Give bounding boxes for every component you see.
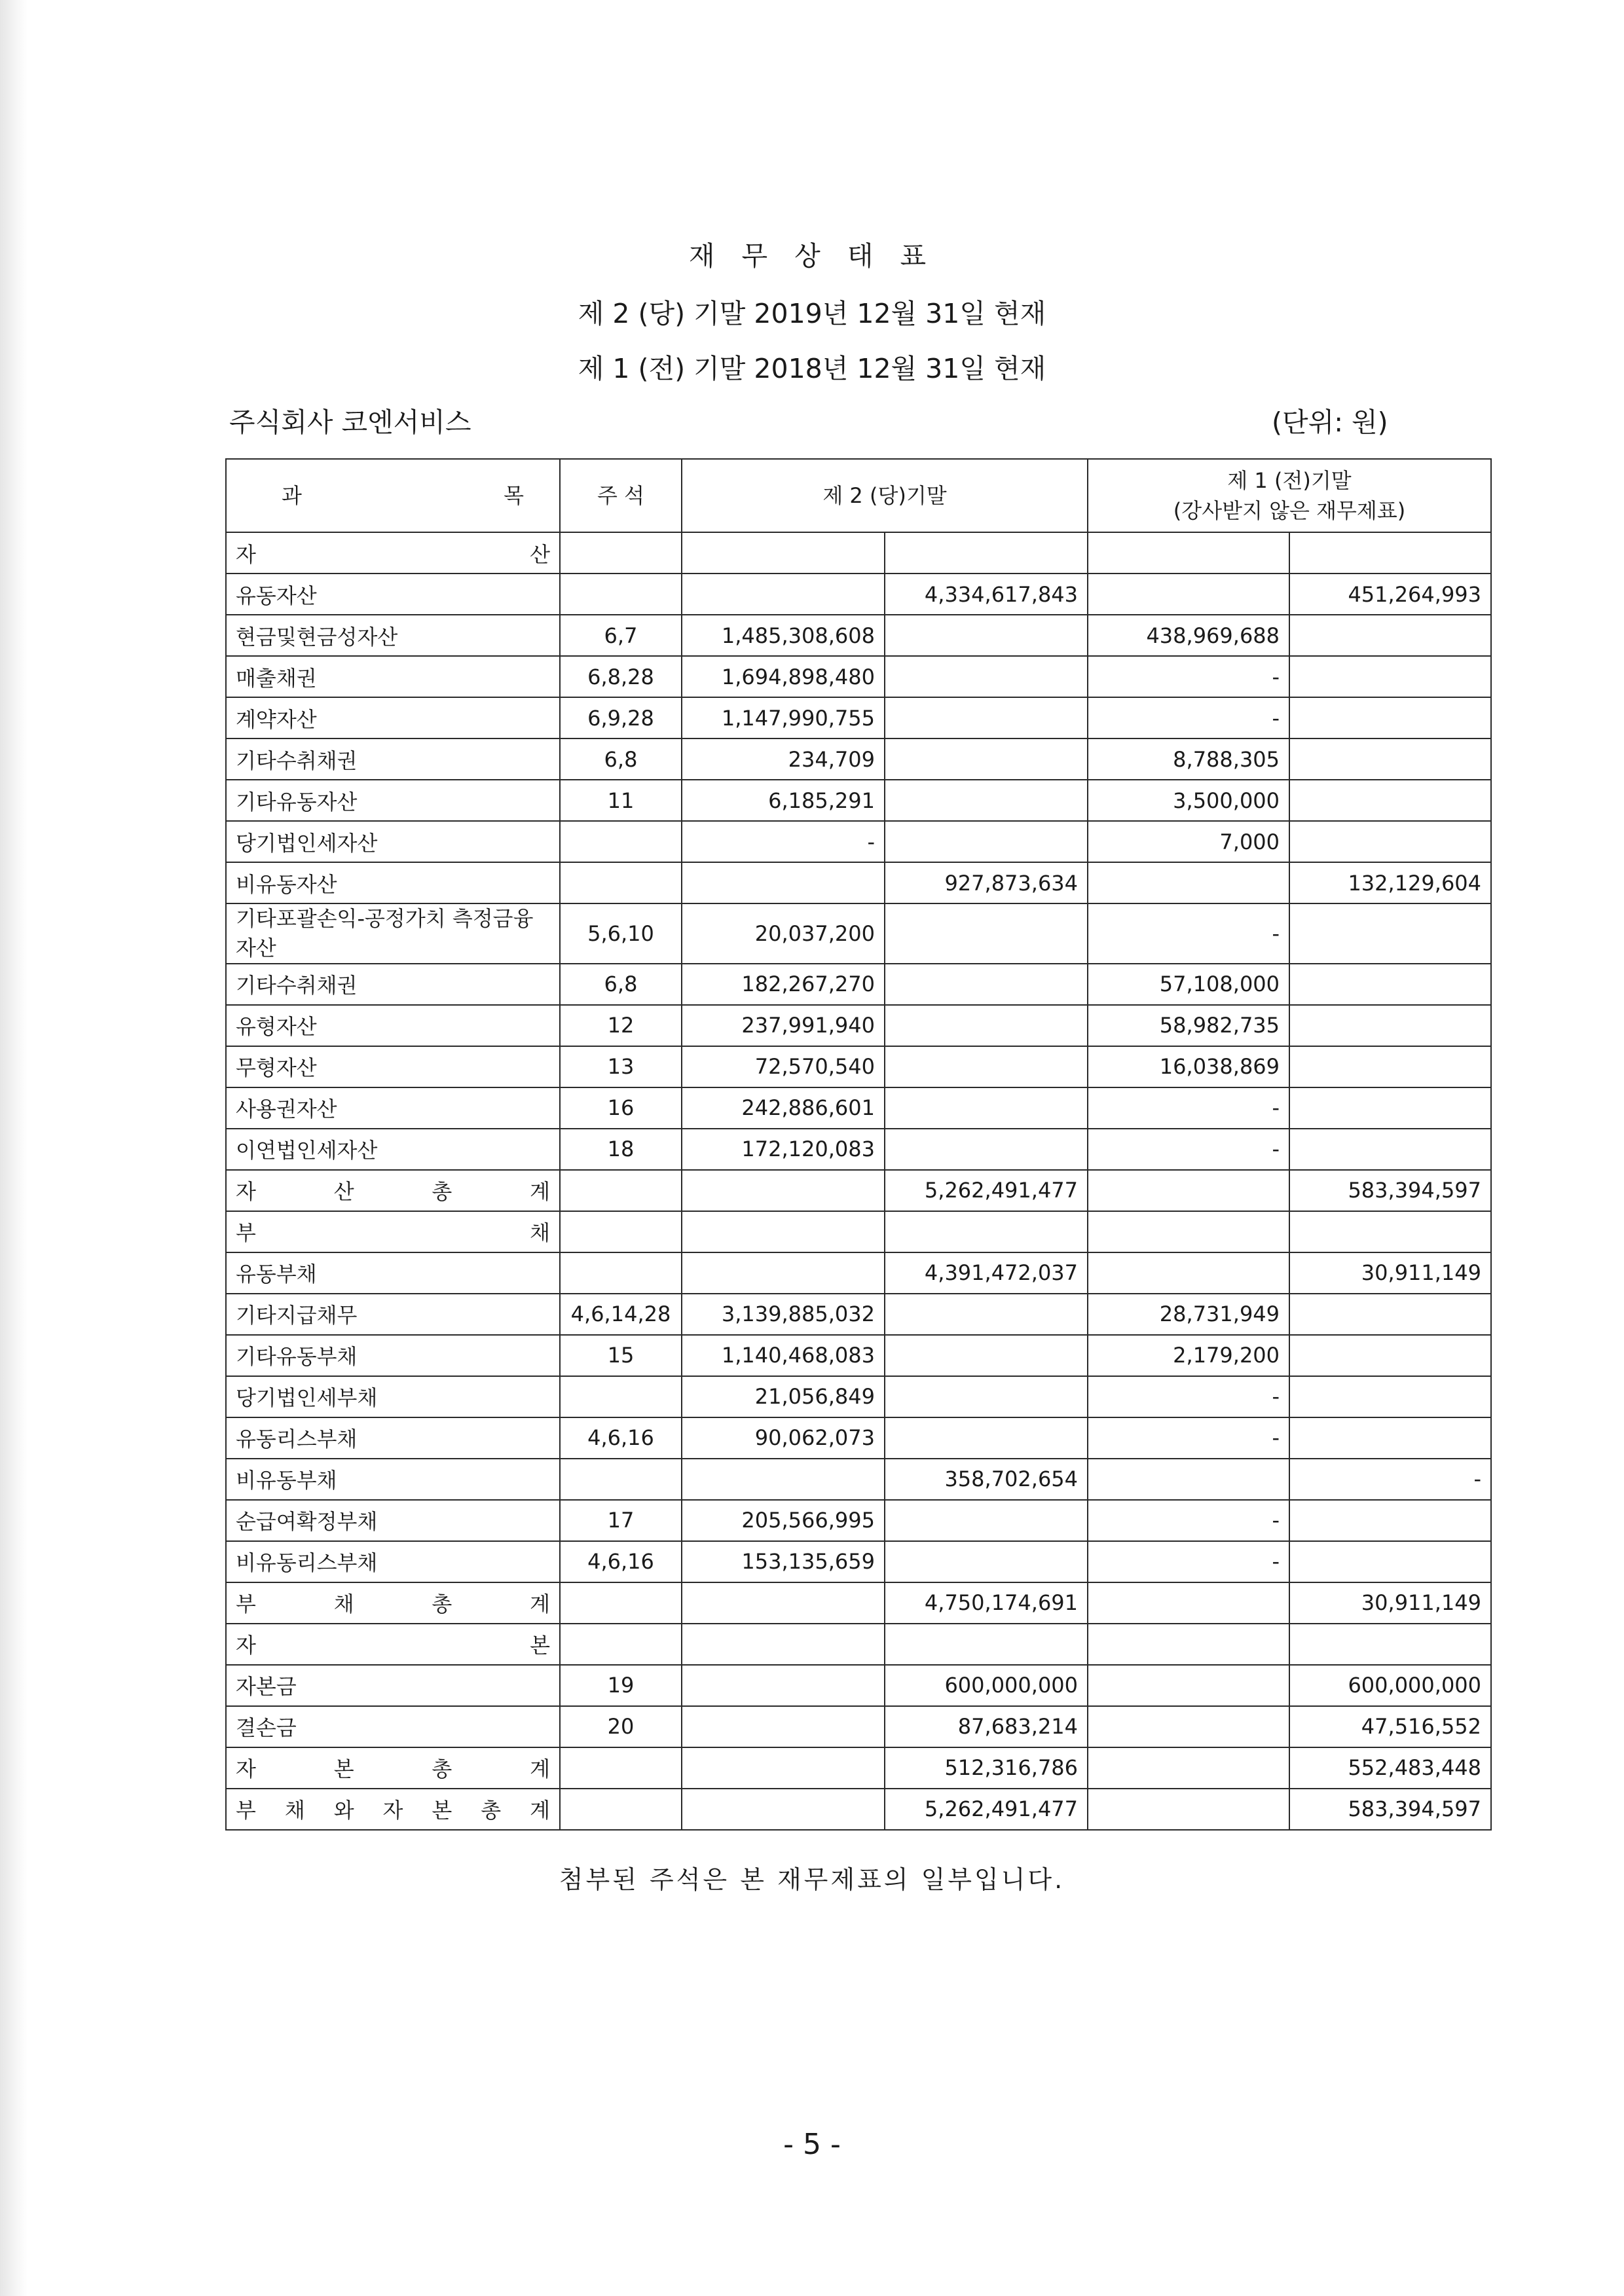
current-subtotal-amount	[885, 532, 1088, 574]
current-detail-amount	[682, 862, 885, 903]
row-note: 6,9,28	[560, 697, 682, 738]
prior-detail-amount: 438,969,688	[1088, 615, 1289, 656]
row-note	[560, 821, 682, 862]
table-row	[226, 1500, 1491, 1541]
current-subtotal-amount	[885, 780, 1088, 821]
current-detail-amount: 172,120,083	[682, 1129, 885, 1170]
row-note	[560, 1170, 682, 1211]
prior-subtotal-amount	[1289, 1046, 1491, 1087]
document-title: 재 무 상 태 표	[688, 240, 936, 272]
current-detail-amount: 242,886,601	[682, 1087, 885, 1129]
row-note	[560, 1624, 682, 1665]
row-note: 4,6,16	[560, 1541, 682, 1582]
current-subtotal-amount: 927,873,634	[885, 862, 1088, 903]
row-label: 계약자산	[226, 697, 560, 738]
row-note: 4,6,16	[560, 1417, 682, 1459]
footnote: 첨부된 주석은 본 재무제표의 일부입니다.	[559, 1865, 1065, 1894]
row-label-char: 계	[530, 1757, 550, 1782]
prior-subtotal-amount	[1289, 1294, 1491, 1335]
prior-period-line: 제 1 (전) 기말 2018년 12월 31일 현재	[578, 353, 1046, 384]
current-subtotal-amount	[885, 615, 1088, 656]
row-label: 기타유동부채	[226, 1335, 560, 1376]
current-subtotal-amount: 5,262,491,477	[885, 1170, 1088, 1211]
prior-detail-amount: -	[1088, 656, 1289, 697]
current-detail-amount: 3,139,885,032	[682, 1294, 885, 1335]
table-row	[226, 821, 1491, 862]
row-label: 기타지급채무	[226, 1294, 560, 1335]
prior-subtotal-amount: 583,394,597	[1289, 1170, 1491, 1211]
header-note: 주 석	[560, 459, 682, 532]
row-note: 5,6,10	[560, 903, 682, 964]
row-label: 유형자산	[226, 1005, 560, 1046]
prior-subtotal-amount: 132,129,604	[1289, 862, 1491, 903]
prior-detail-amount	[1088, 532, 1289, 574]
row-label-char: 계	[530, 1179, 550, 1205]
prior-subtotal-amount	[1289, 964, 1491, 1005]
row-note: 18	[560, 1129, 682, 1170]
row-label	[226, 1582, 560, 1624]
prior-subtotal-amount	[1289, 615, 1491, 656]
current-subtotal-amount	[885, 1294, 1088, 1335]
table-body	[226, 532, 1491, 1830]
row-note: 6,8,28	[560, 656, 682, 697]
current-subtotal-amount	[885, 1500, 1088, 1541]
current-subtotal-amount	[885, 697, 1088, 738]
table-row	[226, 1046, 1491, 1087]
row-note	[560, 1211, 682, 1252]
header-account-char-2: 목	[504, 483, 524, 508]
prior-subtotal-amount	[1289, 1211, 1491, 1252]
prior-detail-amount: 57,108,000	[1088, 964, 1289, 1005]
current-detail-amount: 20,037,200	[682, 903, 885, 964]
current-detail-amount	[682, 1211, 885, 1252]
prior-subtotal-amount: 451,264,993	[1289, 574, 1491, 615]
prior-detail-amount: 28,731,949	[1088, 1294, 1289, 1335]
current-subtotal-amount	[885, 1046, 1088, 1087]
prior-detail-amount	[1088, 1789, 1289, 1830]
table-row	[226, 1417, 1491, 1459]
row-note: 4,6,14,28	[560, 1294, 682, 1335]
header-current-period: 제 2 (당)기말	[682, 459, 1088, 532]
current-subtotal-amount	[885, 1211, 1088, 1252]
prior-subtotal-amount	[1289, 1500, 1491, 1541]
current-subtotal-amount: 5,262,491,477	[885, 1789, 1088, 1830]
row-note	[560, 862, 682, 903]
prior-detail-amount: 16,038,869	[1088, 1046, 1289, 1087]
prior-subtotal-amount	[1289, 656, 1491, 697]
table-row	[226, 532, 1491, 574]
table-row	[226, 1665, 1491, 1706]
current-detail-amount: 6,185,291	[682, 780, 885, 821]
prior-subtotal-amount	[1289, 1129, 1491, 1170]
table-row	[226, 1211, 1491, 1252]
row-label: 기타수취채권	[226, 964, 560, 1005]
table-row	[226, 1087, 1491, 1129]
row-note: 16	[560, 1087, 682, 1129]
current-detail-amount	[682, 1665, 885, 1706]
prior-detail-amount	[1088, 1582, 1289, 1624]
current-detail-amount: 1,147,990,755	[682, 697, 885, 738]
current-detail-amount	[682, 1706, 885, 1747]
current-subtotal-amount	[885, 964, 1088, 1005]
current-detail-amount: 205,566,995	[682, 1500, 885, 1541]
row-label-char: 본	[432, 1798, 452, 1823]
current-detail-amount: -	[682, 821, 885, 862]
current-subtotal-amount: 600,000,000	[885, 1665, 1088, 1706]
row-label-char: 총	[432, 1592, 452, 1617]
row-label: 비유동부채	[226, 1459, 560, 1500]
current-detail-amount	[682, 1582, 885, 1624]
row-label: 자본금	[226, 1665, 560, 1706]
prior-detail-amount: -	[1088, 1500, 1289, 1541]
table-row	[226, 903, 1491, 964]
current-detail-amount: 237,991,940	[682, 1005, 885, 1046]
row-label-char: 자	[236, 1179, 256, 1205]
table-row	[226, 1582, 1491, 1624]
prior-detail-amount: -	[1088, 903, 1289, 964]
current-detail-amount: 1,140,468,083	[682, 1335, 885, 1376]
row-label	[226, 1624, 560, 1665]
row-label-char: 본	[333, 1757, 354, 1782]
prior-detail-amount: -	[1088, 697, 1289, 738]
row-label-char: 계	[530, 1592, 550, 1617]
prior-subtotal-amount	[1289, 1376, 1491, 1417]
current-detail-amount	[682, 532, 885, 574]
prior-subtotal-amount: 30,911,149	[1289, 1252, 1491, 1294]
prior-subtotal-amount: 30,911,149	[1289, 1582, 1491, 1624]
prior-detail-amount	[1088, 1211, 1289, 1252]
row-note: 20	[560, 1706, 682, 1747]
row-note: 6,7	[560, 615, 682, 656]
table-row	[226, 1376, 1491, 1417]
prior-subtotal-amount: 47,516,552	[1289, 1706, 1491, 1747]
header-prior-line1: 제 1 (전)기말	[1227, 467, 1352, 493]
row-label-char: 산	[333, 1179, 354, 1205]
table-header-row	[226, 459, 1491, 532]
current-subtotal-amount	[885, 1376, 1088, 1417]
row-label: 비유동자산	[226, 862, 560, 903]
row-label	[226, 532, 560, 574]
prior-subtotal-amount	[1289, 738, 1491, 780]
row-label-char: 자	[236, 1633, 256, 1658]
row-label: 매출채권	[226, 656, 560, 697]
table-row	[226, 1170, 1491, 1211]
row-label: 순급여확정부채	[226, 1500, 560, 1541]
prior-detail-amount: 7,000	[1088, 821, 1289, 862]
table-row	[226, 1706, 1491, 1747]
prior-detail-amount	[1088, 862, 1289, 903]
table-row	[226, 1335, 1491, 1376]
row-label-char: 총	[432, 1757, 452, 1782]
row-label	[226, 1789, 560, 1830]
current-subtotal-amount: 4,750,174,691	[885, 1582, 1088, 1624]
prior-detail-amount	[1088, 1170, 1289, 1211]
row-note	[560, 574, 682, 615]
row-note	[560, 1376, 682, 1417]
prior-subtotal-amount	[1289, 1624, 1491, 1665]
row-label: 기타포괄손익-공정가치 측정금융자산	[226, 903, 560, 964]
prior-subtotal-amount: 583,394,597	[1289, 1789, 1491, 1830]
table-row	[226, 574, 1491, 615]
row-note: 12	[560, 1005, 682, 1046]
current-subtotal-amount: 87,683,214	[885, 1706, 1088, 1747]
current-subtotal-amount	[885, 656, 1088, 697]
row-label-char: 채	[284, 1798, 305, 1823]
current-subtotal-amount: 4,391,472,037	[885, 1252, 1088, 1294]
row-label-char: 채	[333, 1592, 354, 1617]
prior-detail-amount: -	[1088, 1541, 1289, 1582]
row-label: 비유동리스부채	[226, 1541, 560, 1582]
row-label	[226, 1211, 560, 1252]
prior-subtotal-amount	[1289, 903, 1491, 964]
prior-subtotal-amount	[1289, 780, 1491, 821]
current-subtotal-amount	[885, 1005, 1088, 1046]
current-detail-amount	[682, 1789, 885, 1830]
scan-edge-shadow	[0, 0, 28, 2296]
table-row	[226, 862, 1491, 903]
table-row	[226, 615, 1491, 656]
current-period-line: 제 2 (당) 기말 2019년 12월 31일 현재	[578, 298, 1046, 329]
current-detail-amount: 182,267,270	[682, 964, 885, 1005]
row-label-char: 자	[236, 1757, 256, 1782]
current-detail-amount	[682, 1170, 885, 1211]
row-note	[560, 1789, 682, 1830]
prior-detail-amount: 58,982,735	[1088, 1005, 1289, 1046]
row-label-char: 와	[333, 1798, 354, 1823]
row-label: 사용권자산	[226, 1087, 560, 1129]
current-detail-amount	[682, 1252, 885, 1294]
current-detail-amount: 234,709	[682, 738, 885, 780]
row-label-char: 부	[236, 1220, 256, 1246]
prior-detail-amount	[1088, 1665, 1289, 1706]
row-label-char: 산	[530, 541, 550, 567]
row-note: 6,8	[560, 738, 682, 780]
table-row	[226, 780, 1491, 821]
prior-detail-amount	[1088, 1706, 1289, 1747]
current-subtotal-amount: 4,334,617,843	[885, 574, 1088, 615]
row-label: 무형자산	[226, 1046, 560, 1087]
header-account	[226, 459, 560, 532]
table-row	[226, 1747, 1491, 1789]
prior-subtotal-amount	[1289, 1335, 1491, 1376]
prior-detail-amount: -	[1088, 1129, 1289, 1170]
row-label-char: 부	[236, 1798, 256, 1823]
prior-detail-amount: 3,500,000	[1088, 780, 1289, 821]
current-detail-amount: 1,694,898,480	[682, 656, 885, 697]
row-label-char: 부	[236, 1592, 256, 1617]
current-subtotal-amount	[885, 1129, 1088, 1170]
row-label: 당기법인세부채	[226, 1376, 560, 1417]
row-label-char: 자	[382, 1798, 403, 1823]
prior-detail-amount	[1088, 574, 1289, 615]
prior-subtotal-amount	[1289, 1541, 1491, 1582]
company-name: 주식회사 코엔서비스	[229, 407, 471, 438]
table-row	[226, 656, 1491, 697]
table-row	[226, 1624, 1491, 1665]
row-label-char: 총	[432, 1179, 452, 1205]
table-row	[226, 1129, 1491, 1170]
prior-subtotal-amount	[1289, 532, 1491, 574]
row-label-char: 계	[530, 1798, 550, 1823]
row-note: 13	[560, 1046, 682, 1087]
current-detail-amount: 153,135,659	[682, 1541, 885, 1582]
current-subtotal-amount	[885, 1541, 1088, 1582]
row-label: 유동부채	[226, 1252, 560, 1294]
table-row	[226, 738, 1491, 780]
current-detail-amount: 21,056,849	[682, 1376, 885, 1417]
unit-label: (단위: 원)	[1272, 407, 1388, 438]
table-row	[226, 1005, 1491, 1046]
current-detail-amount	[682, 1747, 885, 1789]
prior-detail-amount: -	[1088, 1417, 1289, 1459]
row-label: 이연법인세자산	[226, 1129, 560, 1170]
row-note: 17	[560, 1500, 682, 1541]
prior-detail-amount	[1088, 1252, 1289, 1294]
header-prior-period	[1088, 459, 1491, 532]
prior-detail-amount: -	[1088, 1376, 1289, 1417]
table-row	[226, 1252, 1491, 1294]
table-row	[226, 964, 1491, 1005]
current-detail-amount	[682, 1624, 885, 1665]
current-subtotal-amount: 512,316,786	[885, 1747, 1088, 1789]
row-note: 6,8	[560, 964, 682, 1005]
row-note	[560, 1459, 682, 1500]
row-label: 당기법인세자산	[226, 821, 560, 862]
row-note: 19	[560, 1665, 682, 1706]
row-note	[560, 1747, 682, 1789]
prior-detail-amount	[1088, 1624, 1289, 1665]
current-subtotal-amount	[885, 903, 1088, 964]
current-subtotal-amount	[885, 1087, 1088, 1129]
page-number: - 5 -	[783, 2128, 841, 2161]
prior-detail-amount: 2,179,200	[1088, 1335, 1289, 1376]
header-account-char-1: 과	[282, 483, 302, 508]
row-note	[560, 1252, 682, 1294]
prior-detail-amount	[1088, 1459, 1289, 1500]
row-label: 결손금	[226, 1706, 560, 1747]
table-row	[226, 1541, 1491, 1582]
table-row	[226, 1294, 1491, 1335]
balance-sheet-table	[225, 458, 1492, 1831]
row-label: 현금및현금성자산	[226, 615, 560, 656]
prior-subtotal-amount	[1289, 697, 1491, 738]
current-subtotal-amount	[885, 738, 1088, 780]
row-note: 15	[560, 1335, 682, 1376]
prior-subtotal-amount: 600,000,000	[1289, 1665, 1491, 1706]
current-detail-amount: 72,570,540	[682, 1046, 885, 1087]
prior-subtotal-amount: -	[1289, 1459, 1491, 1500]
row-label-char: 채	[530, 1220, 550, 1246]
row-label	[226, 1170, 560, 1211]
current-subtotal-amount	[885, 821, 1088, 862]
table-row	[226, 1459, 1491, 1500]
prior-subtotal-amount	[1289, 1005, 1491, 1046]
current-detail-amount: 90,062,073	[682, 1417, 885, 1459]
prior-detail-amount: -	[1088, 1087, 1289, 1129]
row-note	[560, 1582, 682, 1624]
prior-detail-amount	[1088, 1747, 1289, 1789]
row-label: 유동자산	[226, 574, 560, 615]
prior-detail-amount: 8,788,305	[1088, 738, 1289, 780]
header-prior-line2: (강사받지 않은 재무제표)	[1173, 498, 1406, 523]
table-row	[226, 697, 1491, 738]
row-label	[226, 1747, 560, 1789]
current-subtotal-amount	[885, 1417, 1088, 1459]
prior-subtotal-amount	[1289, 821, 1491, 862]
row-label-char: 자	[236, 541, 256, 567]
prior-subtotal-amount	[1289, 1087, 1491, 1129]
prior-subtotal-amount: 552,483,448	[1289, 1747, 1491, 1789]
row-label: 유동리스부채	[226, 1417, 560, 1459]
row-note	[560, 532, 682, 574]
row-label: 기타유동자산	[226, 780, 560, 821]
row-label: 기타수취채권	[226, 738, 560, 780]
row-note: 11	[560, 780, 682, 821]
table-row	[226, 1789, 1491, 1830]
current-subtotal-amount	[885, 1335, 1088, 1376]
current-subtotal-amount: 358,702,654	[885, 1459, 1088, 1500]
current-detail-amount	[682, 1459, 885, 1500]
current-detail-amount: 1,485,308,608	[682, 615, 885, 656]
row-label-char: 본	[530, 1633, 550, 1658]
current-detail-amount	[682, 574, 885, 615]
prior-subtotal-amount	[1289, 1417, 1491, 1459]
current-subtotal-amount	[885, 1624, 1088, 1665]
row-label-char: 총	[481, 1798, 502, 1823]
